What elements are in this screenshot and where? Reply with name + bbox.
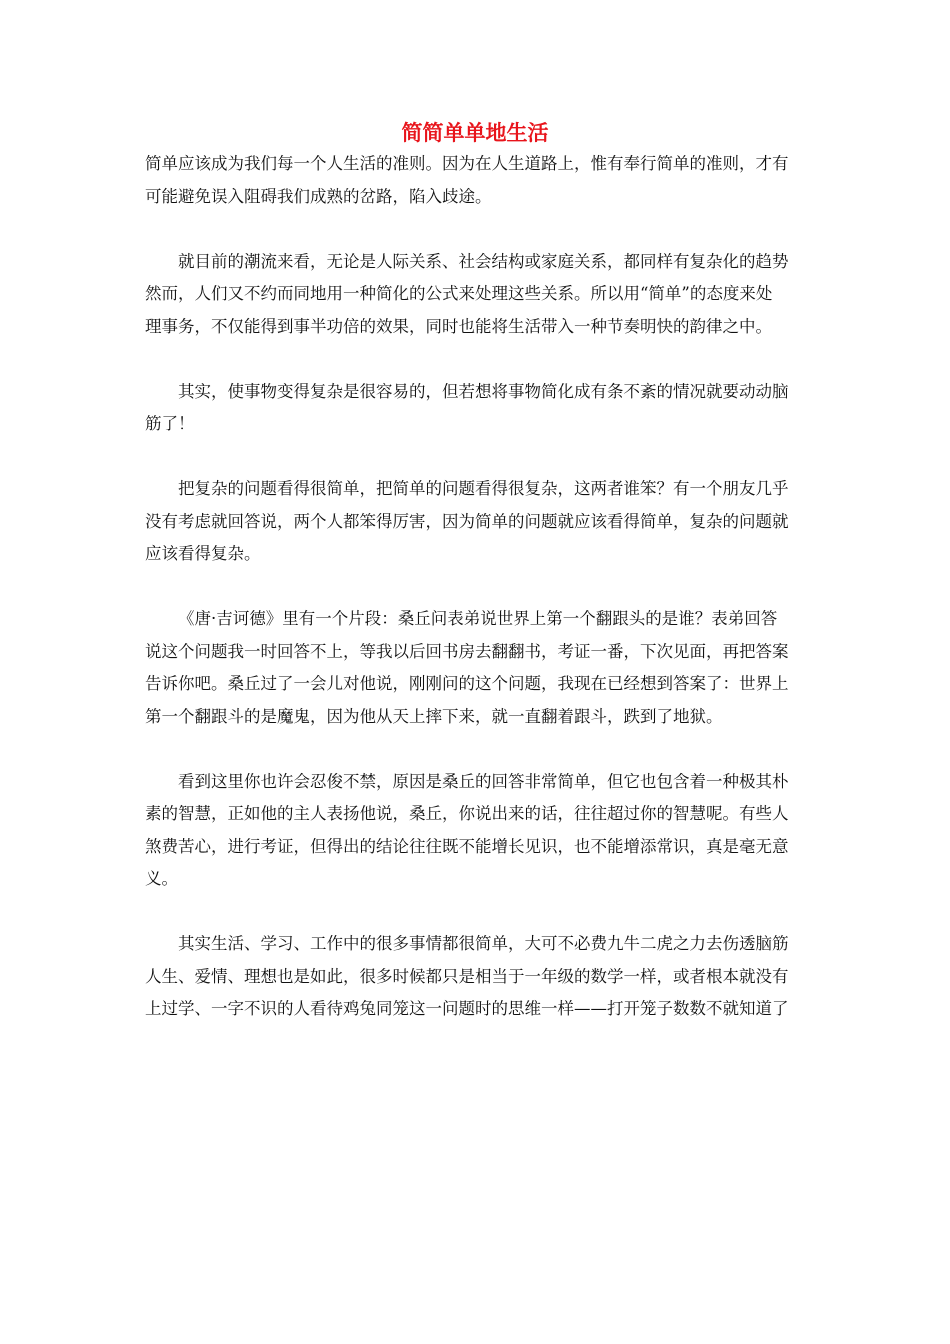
- paragraph-line: 说这个问题我一时回答不上，等我以后回书房去翻翻书，考证一番，下次见面，再把答案: [145, 641, 789, 661]
- paragraph-1: [145, 148, 811, 213]
- paragraph-line: 义。: [145, 869, 178, 888]
- paragraph-line: 告诉你吧。桑丘过了一会儿对他说，刚刚问的这个问题，我现在已经想到答案了：世界上: [145, 674, 789, 693]
- paragraph-line: 其实，使事物变得复杂是很容易的，但若想将事物简化成有条不紊的情况就要动动脑: [178, 381, 789, 401]
- paragraph-7: [145, 928, 811, 1026]
- paragraph-gap: [145, 571, 811, 604]
- paragraph-line: 筋了！: [145, 414, 195, 433]
- paragraph-gap: [145, 213, 811, 246]
- paragraph-line: 上过学、一字不识的人看待鸡兔同笼这一问题时的思维一样——打开笼子数数不就知道了: [145, 999, 789, 1018]
- paragraph-line: 理事务，不仅能得到事半功倍的效果，同时也能将生活带入一种节奏明快的韵律之中。: [145, 316, 772, 336]
- paragraph-4: [145, 473, 811, 571]
- paragraph-5: [145, 603, 811, 733]
- document-body: [145, 148, 811, 1026]
- paragraph-line: 煞费苦心，进行考证，但得出的结论往往既不能增长见识，也不能增添常识，真是毫无意: [145, 836, 789, 856]
- paragraph-line: 看到这里你也许会忍俊不禁，原因是桑丘的回答非常简单，但它也包含着一种极其朴: [178, 771, 789, 791]
- paragraph-gap: [145, 733, 811, 766]
- paragraph-line: 然而，人们又不约而同地用一种简化的公式来处理这些关系。所以用“简单”的态度来处: [145, 284, 773, 303]
- paragraph-2: [145, 246, 811, 344]
- document-title: 简简单单地生活: [401, 120, 549, 145]
- paragraph-line: 就目前的潮流来看，无论是人际关系、社会结构或家庭关系，都同样有复杂化的趋势: [178, 251, 789, 271]
- paragraph-gap: [145, 441, 811, 474]
- paragraph-line: 可能避免误入阻碍我们成熟的岔路，陷入歧途。: [145, 186, 492, 206]
- paragraph-gap: [145, 343, 811, 376]
- paragraph-line: 《唐·吉诃德》里有一个片段：桑丘问表弟说世界上第一个翻跟头的是谁？表弟回答: [178, 609, 778, 628]
- paragraph-line: 把复杂的问题看得很简单，把简单的问题看得很复杂，这两者谁笨？有一个朋友几乎: [178, 479, 789, 498]
- paragraph-line: 素的智慧，正如他的主人表扬他说，桑丘，你说出来的话，往往超过你的智慧呢。有些人: [145, 804, 789, 823]
- paragraph-line: 其实生活、学习、工作中的很多事情都很简单，大可不必费九牛二虎之力去伤透脑筋: [178, 934, 789, 953]
- paragraph-line: 简单应该成为我们每一个人生活的准则。因为在人生道路上，惟有奉行简单的准则，才有: [145, 154, 789, 173]
- paragraph-line: 应该看得复杂。: [145, 544, 261, 563]
- paragraph-3: [145, 376, 811, 441]
- paragraph-6: [145, 766, 811, 896]
- paragraph-line: 第一个翻跟斗的是魔鬼，因为他从天上摔下来，就一直翻着跟斗，跌到了地狱。: [145, 706, 723, 726]
- paragraph-gap: [145, 896, 811, 929]
- paragraph-line: 没有考虑就回答说，两个人都笨得厉害，因为简单的问题就应该看得简单，复杂的问题就: [145, 511, 789, 531]
- paragraph-line: 人生、爱情、理想也是如此，很多时候都只是相当于一年级的数学一样，或者根本就没有: [145, 966, 789, 986]
